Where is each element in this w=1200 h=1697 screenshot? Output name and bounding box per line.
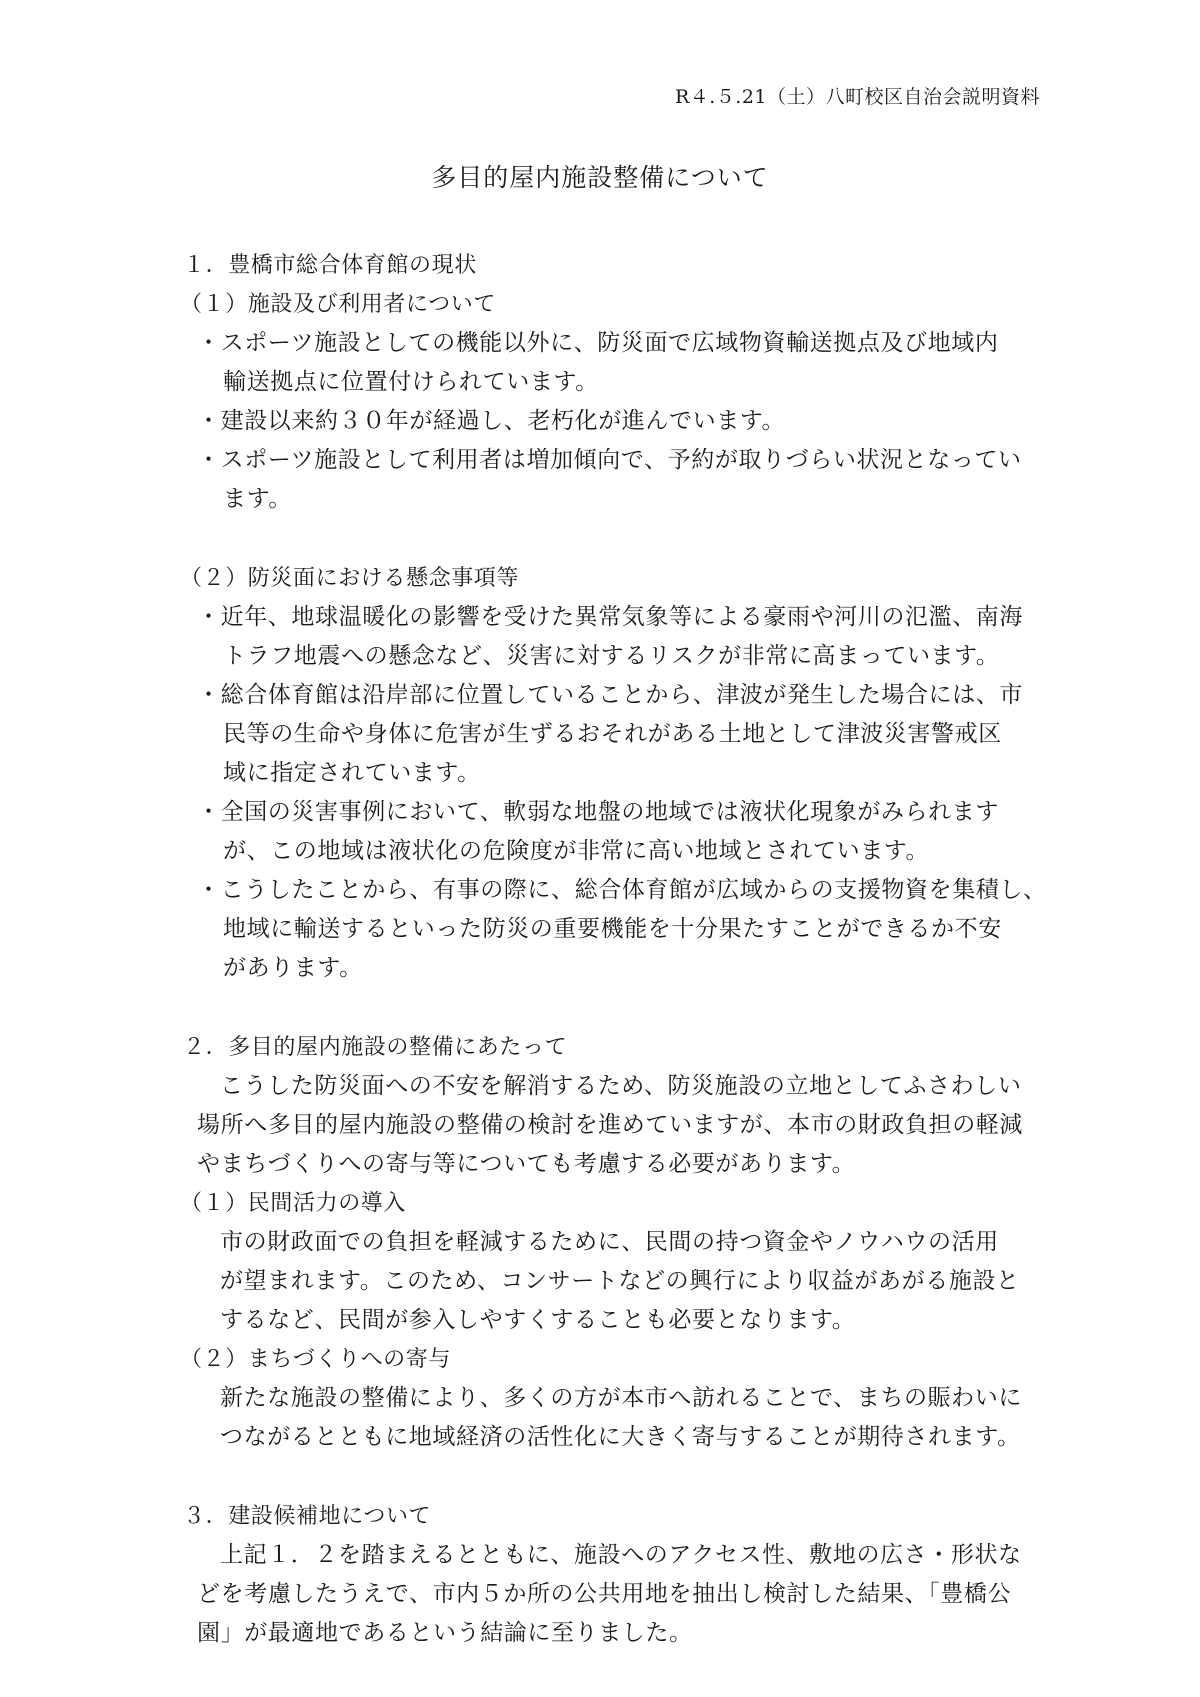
section-2-heading: ２．多目的屋内施設の整備にあたって (183, 1035, 568, 1060)
section-2-2-heading: （２）まちづくりへの寄与 (180, 1347, 451, 1372)
paragraph-line: 園」が最適地であるという結論に至りました。 (197, 1620, 693, 1646)
paragraph-line: 民等の生命や身体に危害が生ずるおそれがある土地として津波災害警戒区 (223, 721, 1002, 747)
paragraph-line: 場所へ多目的屋内施設の整備の検討を進めていますが、本市の財政負担の軽減 (197, 1112, 1023, 1138)
paragraph-line: やまちづくりへの寄与等についても考慮する必要があります。 (197, 1151, 856, 1177)
paragraph-line: こうした防災面への不安を解消するため、防災施設の立地としてふさわしい (220, 1073, 1022, 1099)
paragraph-line: ます。 (223, 486, 292, 512)
paragraph-line: ・近年、地球温暖化の影響を受けた異常気象等による豪雨や河川の氾濫、南海 (197, 604, 1023, 630)
paragraph-line: が、この地域は液状化の危険度が非常に高い地域とされています。 (223, 838, 930, 864)
section-1-heading: １．豊橋市総合体育館の現状 (183, 253, 477, 278)
paragraph-line: ・こうしたことから、有事の際に、総合体育館が広域からの支援物資を集積し、 (197, 877, 1047, 903)
spacer (0, 1457, 1200, 1497)
section-1-1-heading: （１）施設及び利用者について (180, 292, 496, 317)
spacer (0, 988, 1200, 1028)
paragraph-line: ・スポーツ施設として利用者は増加傾向で、予約が取りづらい状況となってい (197, 447, 1022, 473)
paragraph-line: 新たな施設の整備により、多くの方が本市へ訪れることで、まちの賑わいに (220, 1385, 1022, 1411)
paragraph-line: するなど、民間が参入しやすくすることも必要となります。 (220, 1307, 856, 1333)
paragraph-line: ・建設以来約３０年が経過し、老朽化が進んでいます。 (197, 408, 786, 434)
paragraph-line: ・全国の災害事例において、軟弱な地盤の地域では液状化現象がみられます (197, 799, 999, 825)
paragraph-line: どを考慮したうえで、市内５か所の公共用地を抽出し検討した結果、「豊橋公 (197, 1581, 1012, 1607)
paragraph-line: 輸送拠点に位置付けられています。 (223, 369, 599, 395)
paragraph-line: 上記１．２を踏まえるとともに、施設へのアクセス性、敷地の広さ・形状な (220, 1542, 1022, 1568)
paragraph-line: 域に指定されています。 (223, 760, 481, 786)
document-body (0, 246, 1200, 1653)
paragraph-line: トラフ地震への懸念など、災害に対するリスクが非常に高まっています。 (223, 643, 1000, 669)
section-2-1-heading: （１）民間活力の導入 (180, 1191, 407, 1216)
paragraph-line: 市の財政面での負担を軽減するために、民間の持つ資金やノウハウの活用 (220, 1229, 999, 1255)
page-title: 多目的屋内施設整備について (431, 163, 769, 192)
paragraph-line: があります。 (223, 955, 363, 981)
section-3-heading: ３．建設候補地について (183, 1504, 432, 1529)
paragraph-line: が望まれます。このため、コンサートなどの興行により収益があがる施設と (220, 1268, 1020, 1294)
paragraph-line: 地域に輸送するといった防災の重要機能を十分果たすことができるか不安 (223, 916, 1002, 942)
header-note: R４.５.21（土）八町校区自治会説明資料 (674, 86, 1040, 108)
section-1-2-heading: （２）防災面における懸念事項等 (180, 566, 520, 591)
paragraph-line: つながるとともに地域経済の活性化に大きく寄与することが期待されます。 (220, 1424, 1021, 1450)
spacer (0, 519, 1200, 559)
paragraph-line: ・スポーツ施設としての機能以外に、防災面で広域物資輸送拠点及び地域内 (197, 330, 999, 356)
paragraph-line: ・総合体育館は沿岸部に位置していることから、津波が発生した場合には、市 (197, 682, 1023, 708)
